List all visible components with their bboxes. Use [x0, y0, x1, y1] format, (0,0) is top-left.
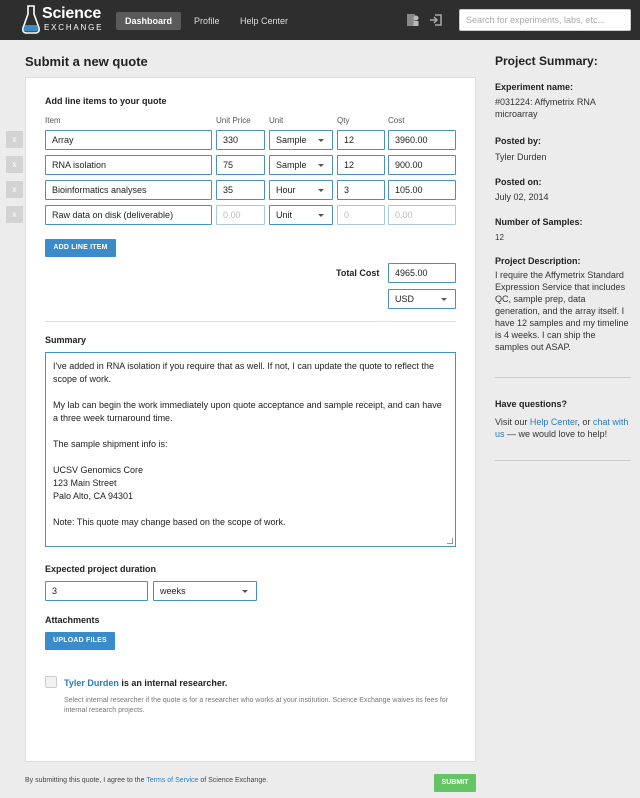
- chevron-down-icon: [441, 298, 447, 301]
- unit-price-input[interactable]: 0.00: [216, 205, 265, 225]
- flask-icon: [22, 4, 40, 36]
- unit-select[interactable]: [269, 180, 333, 200]
- cost-input[interactable]: 900.00: [388, 155, 456, 175]
- chevron-down-icon: [318, 189, 324, 192]
- researcher-name-link[interactable]: Tyler Durden: [64, 678, 119, 688]
- duration-unit-select[interactable]: [153, 581, 257, 601]
- have-questions-text: [495, 416, 631, 440]
- unit-select[interactable]: [269, 130, 333, 150]
- duration-unit-value: weeks: [160, 586, 186, 596]
- unit-select[interactable]: [269, 155, 333, 175]
- chevron-down-icon: [318, 139, 324, 142]
- duration-heading: Expected project duration: [45, 564, 157, 574]
- have-questions-label: Have questions?: [495, 399, 568, 409]
- top-nav-bar: [0, 0, 640, 40]
- sidebar-divider: [495, 377, 631, 378]
- sign-out-icon[interactable]: [428, 12, 444, 28]
- summary-textarea[interactable]: [45, 352, 456, 547]
- sidebar-divider: [495, 460, 631, 461]
- upload-files-button[interactable]: UPLOAD FILES: [45, 632, 115, 650]
- add-line-item-button[interactable]: ADD LINE ITEM: [45, 239, 116, 257]
- cost-input[interactable]: 3960.00: [388, 130, 456, 150]
- unit-select-value: Hour: [276, 185, 296, 195]
- internal-researcher-help: Select internal researcher if the quote is for a researcher who works at your institution. Science Exchange waives its fees for internal research projects.: [64, 697, 449, 714]
- posted-on-value: July 02, 2014: [495, 192, 549, 202]
- summary-heading: Summary: [45, 335, 87, 345]
- column-header-unit-price: Unit Price: [216, 116, 251, 125]
- project-summary-title: Project Summary:: [495, 54, 598, 68]
- qty-input[interactable]: 12: [337, 130, 385, 150]
- line-item-name-input[interactable]: Array: [45, 130, 212, 150]
- posted-by-link[interactable]: Tyler Durden: [495, 152, 547, 162]
- remove-line-item-button[interactable]: x: [6, 181, 23, 198]
- terms-of-service-link[interactable]: Terms of Service: [146, 777, 199, 784]
- search-input[interactable]: [459, 9, 631, 31]
- nav-profile[interactable]: Profile: [194, 16, 220, 26]
- unit-price-input[interactable]: 75: [216, 155, 265, 175]
- remove-line-item-button[interactable]: x: [6, 131, 23, 148]
- currency-select-value: USD: [395, 294, 415, 304]
- unit-price-input[interactable]: 35: [216, 180, 265, 200]
- internal-researcher-text: is an internal researcher.: [118, 678, 228, 688]
- chevron-down-icon: [318, 164, 324, 167]
- address-line: 123 Main Street: [53, 478, 117, 488]
- unit-select-value: Sample: [276, 160, 307, 170]
- logo-text-exchange: EXCHANGE: [44, 23, 104, 32]
- qty-input[interactable]: 0: [337, 205, 385, 225]
- submit-button[interactable]: SUBMIT: [434, 774, 476, 792]
- terms-notice: [25, 777, 268, 784]
- chat-with-us-link[interactable]: chat with us: [495, 417, 629, 439]
- qty-input[interactable]: 3: [337, 180, 385, 200]
- total-cost-input[interactable]: 4965.00: [388, 263, 456, 283]
- summary-paragraph: My lab can begin the work immediately upon quote acceptance and sample receipt, and can have a three week turnaround time.: [53, 400, 442, 423]
- column-header-item: Item: [45, 116, 61, 125]
- unit-price-input[interactable]: 330: [216, 130, 265, 150]
- logo-text-science: Science: [42, 5, 102, 22]
- qty-input[interactable]: 12: [337, 155, 385, 175]
- experiment-name-label: Experiment name:: [495, 82, 574, 92]
- section-divider: [45, 321, 456, 322]
- summary-paragraph: The sample shipment info is:: [53, 439, 168, 449]
- unit-select-value: Sample: [276, 135, 307, 145]
- internal-researcher-label: [64, 678, 227, 688]
- column-header-cost: Cost: [388, 116, 405, 125]
- column-header-qty: Qty: [337, 116, 350, 125]
- user-switch-icon[interactable]: [405, 12, 421, 28]
- questions-mid: , or: [577, 417, 593, 427]
- column-header-unit: Unit: [269, 116, 284, 125]
- chevron-down-icon: [242, 590, 248, 593]
- cost-input[interactable]: 0.00: [388, 205, 456, 225]
- number-of-samples-value: 12: [495, 233, 504, 242]
- posted-by-label: Posted by:: [495, 136, 542, 146]
- internal-researcher-checkbox[interactable]: [45, 676, 57, 688]
- terms-prefix: By submitting this quote, I agree to the: [25, 777, 147, 784]
- address-line: Palo Alto, CA 94301: [53, 491, 134, 501]
- number-of-samples-label: Number of Samples:: [495, 217, 583, 227]
- nav-help-center[interactable]: Help Center: [240, 16, 289, 26]
- cost-input[interactable]: 105.00: [388, 180, 456, 200]
- nav-dashboard[interactable]: Dashboard: [116, 12, 181, 30]
- currency-select[interactable]: [388, 289, 456, 309]
- help-center-link[interactable]: Help Center: [529, 417, 578, 427]
- science-exchange-logo[interactable]: [22, 4, 110, 36]
- summary-paragraph: Note: This quote may change based on the scope of work.: [53, 517, 286, 527]
- remove-line-item-button[interactable]: x: [6, 206, 23, 223]
- remove-line-item-button[interactable]: x: [6, 156, 23, 173]
- line-item-name-input[interactable]: Raw data on disk (deliverable): [45, 205, 212, 225]
- unit-select[interactable]: [269, 205, 333, 225]
- total-cost-label: Total Cost: [336, 268, 380, 278]
- resize-handle[interactable]: [447, 538, 453, 544]
- line-item-name-input[interactable]: Bioinformatics analyses: [45, 180, 212, 200]
- questions-suffix: — we would love to help!: [504, 429, 608, 439]
- questions-prefix: Visit our: [495, 417, 530, 427]
- posted-on-label: Posted on:: [495, 177, 542, 187]
- chevron-down-icon: [318, 214, 324, 217]
- duration-input[interactable]: 3: [45, 581, 148, 601]
- terms-suffix: of Science Exchange.: [198, 777, 269, 784]
- line-item-name-input[interactable]: RNA isolation: [45, 155, 212, 175]
- project-description-label: Project Description:: [495, 256, 581, 266]
- address-line: UCSV Genomics Core: [53, 465, 144, 475]
- shipping-address: [53, 464, 448, 503]
- page-title: Submit a new quote: [25, 54, 148, 69]
- attachments-heading: Attachments: [45, 615, 100, 625]
- summary-paragraph: I've added in RNA isolation if you require that as well. If not, I can update the quote to reflect the scope of work.: [53, 361, 434, 384]
- experiment-name-value: #031224: Affymetrix RNA microarray: [495, 97, 596, 119]
- line-items-heading: Add line items to your quote: [45, 96, 167, 106]
- project-description-value: I require the Affymetrix Standard Expression Service that includes QC, sample prep, data generation, and the array itself. I have 12 samples and my timeline is 4 weeks. I can ship the samples out ASAP.: [495, 270, 629, 352]
- unit-select-value: Unit: [276, 210, 293, 220]
